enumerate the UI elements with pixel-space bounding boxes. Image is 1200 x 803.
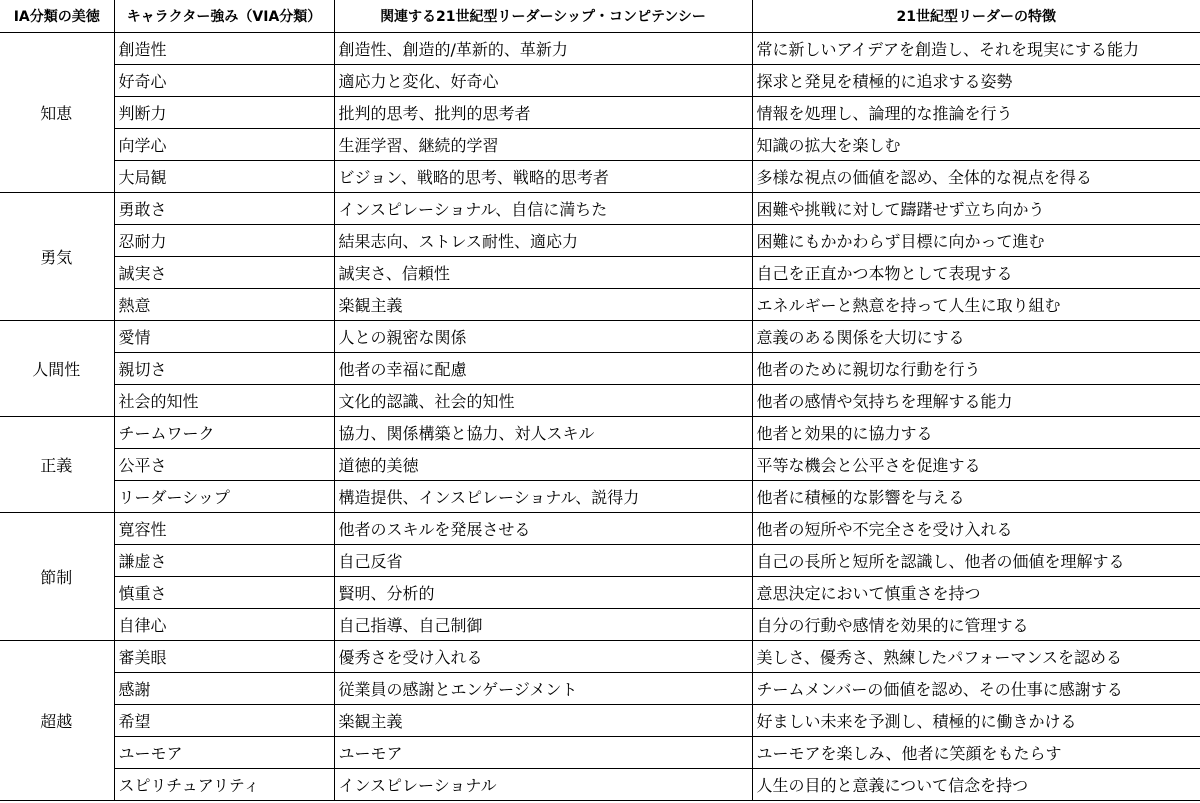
competency-cell: 協力、関係構築と協力、対人スキル bbox=[334, 417, 752, 449]
trait-cell: 意義のある関係を大切にする bbox=[752, 321, 1200, 353]
strength-cell: チームワーク bbox=[114, 417, 334, 449]
competency-cell: 結果志向、ストレス耐性、適応力 bbox=[334, 225, 752, 257]
strength-cell: 愛情 bbox=[114, 321, 334, 353]
trait-cell: エネルギーと熱意を持って人生に取り組む bbox=[752, 289, 1200, 321]
competency-cell: ビジョン、戦略的思考、戦略的思考者 bbox=[334, 161, 752, 193]
trait-cell: 他者の短所や不完全さを受け入れる bbox=[752, 513, 1200, 545]
table-row bbox=[0, 513, 1200, 545]
competency-cell: 従業員の感謝とエンゲージメント bbox=[334, 673, 752, 705]
competency-cell: 批判的思考、批判的思考者 bbox=[334, 97, 752, 129]
strength-cell: 審美眼 bbox=[114, 641, 334, 673]
table-row bbox=[0, 353, 1200, 385]
competency-cell: 楽観主義 bbox=[334, 289, 752, 321]
competency-cell: 優秀さを受け入れる bbox=[334, 641, 752, 673]
virtue-cell: 節制 bbox=[0, 513, 114, 641]
competency-cell: ユーモア bbox=[334, 737, 752, 769]
competency-cell: 他者のスキルを発展させる bbox=[334, 513, 752, 545]
trait-cell: 人生の目的と意義について信念を持つ bbox=[752, 769, 1200, 801]
virtue-cell: 人間性 bbox=[0, 321, 114, 417]
virtue-cell: 正義 bbox=[0, 417, 114, 513]
strength-cell: 好奇心 bbox=[114, 65, 334, 97]
table-body bbox=[0, 33, 1200, 801]
table-row bbox=[0, 673, 1200, 705]
virtue-cell: 超越 bbox=[0, 641, 114, 801]
header-virtue: IA分類の美徳 bbox=[0, 0, 114, 33]
table-row bbox=[0, 65, 1200, 97]
competency-cell: 楽観主義 bbox=[334, 705, 752, 737]
strength-cell: 大局観 bbox=[114, 161, 334, 193]
trait-cell: 困難や挑戦に対して躊躇せず立ち向かう bbox=[752, 193, 1200, 225]
header-trait: 21世紀型リーダーの特徴 bbox=[752, 0, 1200, 33]
competency-cell: 文化的認識、社会的知性 bbox=[334, 385, 752, 417]
trait-cell: チームメンバーの価値を認め、その仕事に感謝する bbox=[752, 673, 1200, 705]
competency-cell: 他者の幸福に配慮 bbox=[334, 353, 752, 385]
trait-cell: 探求と発見を積極的に追求する姿勢 bbox=[752, 65, 1200, 97]
competency-cell: 適応力と変化、好奇心 bbox=[334, 65, 752, 97]
strength-cell: 公平さ bbox=[114, 449, 334, 481]
trait-cell: 平等な機会と公平さを促進する bbox=[752, 449, 1200, 481]
strength-cell: 自律心 bbox=[114, 609, 334, 641]
trait-cell: 困難にもかかわらず目標に向かって進む bbox=[752, 225, 1200, 257]
trait-cell: 他者の感情や気持ちを理解する能力 bbox=[752, 385, 1200, 417]
table-row bbox=[0, 33, 1200, 65]
trait-cell: 常に新しいアイデアを創造し、それを現実にする能力 bbox=[752, 33, 1200, 65]
competency-cell: インスピレーショナル bbox=[334, 769, 752, 801]
trait-cell: ユーモアを楽しみ、他者に笑顔をもたらす bbox=[752, 737, 1200, 769]
trait-cell: 自己の長所と短所を認識し、他者の価値を理解する bbox=[752, 545, 1200, 577]
strength-cell: 熱意 bbox=[114, 289, 334, 321]
strength-cell: 親切さ bbox=[114, 353, 334, 385]
trait-cell: 知識の拡大を楽しむ bbox=[752, 129, 1200, 161]
table-row bbox=[0, 129, 1200, 161]
competency-cell: 生涯学習、継続的学習 bbox=[334, 129, 752, 161]
virtue-cell: 知恵 bbox=[0, 33, 114, 193]
trait-cell: 多様な視点の価値を認め、全体的な視点を得る bbox=[752, 161, 1200, 193]
virtue-cell: 勇気 bbox=[0, 193, 114, 321]
table-row bbox=[0, 641, 1200, 673]
competency-cell: 構造提供、インスピレーショナル、説得力 bbox=[334, 481, 752, 513]
table-row bbox=[0, 545, 1200, 577]
strength-cell: 勇敢さ bbox=[114, 193, 334, 225]
trait-cell: 意思決定において慎重さを持つ bbox=[752, 577, 1200, 609]
table-row bbox=[0, 385, 1200, 417]
trait-cell: 他者と効果的に協力する bbox=[752, 417, 1200, 449]
trait-cell: 好ましい未来を予測し、積極的に働きかける bbox=[752, 705, 1200, 737]
trait-cell: 他者に積極的な影響を与える bbox=[752, 481, 1200, 513]
table-row bbox=[0, 705, 1200, 737]
table-row bbox=[0, 417, 1200, 449]
table-row bbox=[0, 161, 1200, 193]
trait-cell: 他者のために親切な行動を行う bbox=[752, 353, 1200, 385]
competency-cell: 創造性、創造的/革新的、革新力 bbox=[334, 33, 752, 65]
competency-cell: 自己指導、自己制御 bbox=[334, 609, 752, 641]
table-row bbox=[0, 609, 1200, 641]
strength-cell: リーダーシップ bbox=[114, 481, 334, 513]
table-row bbox=[0, 577, 1200, 609]
competency-cell: 賢明、分析的 bbox=[334, 577, 752, 609]
competency-cell: 誠実さ、信頼性 bbox=[334, 257, 752, 289]
table-row bbox=[0, 321, 1200, 353]
table-row bbox=[0, 289, 1200, 321]
strength-cell: 寛容性 bbox=[114, 513, 334, 545]
table-row bbox=[0, 257, 1200, 289]
table-header bbox=[0, 0, 1200, 33]
table-row bbox=[0, 737, 1200, 769]
competency-cell: 道徳的美徳 bbox=[334, 449, 752, 481]
table-row bbox=[0, 769, 1200, 801]
strength-cell: 判断力 bbox=[114, 97, 334, 129]
strength-cell: 向学心 bbox=[114, 129, 334, 161]
strength-cell: 感謝 bbox=[114, 673, 334, 705]
table-row bbox=[0, 449, 1200, 481]
strength-cell: 社会的知性 bbox=[114, 385, 334, 417]
strength-cell: ユーモア bbox=[114, 737, 334, 769]
table-row bbox=[0, 481, 1200, 513]
strength-cell: 希望 bbox=[114, 705, 334, 737]
strength-cell: 慎重さ bbox=[114, 577, 334, 609]
table-row bbox=[0, 97, 1200, 129]
trait-cell: 美しさ、優秀さ、熟練したパフォーマンスを認める bbox=[752, 641, 1200, 673]
header-row bbox=[0, 0, 1200, 33]
table-row bbox=[0, 225, 1200, 257]
strength-cell: スピリチュアリティ bbox=[114, 769, 334, 801]
strength-cell: 忍耐力 bbox=[114, 225, 334, 257]
header-competency: 関連する21世紀型リーダーシップ・コンピテンシー bbox=[334, 0, 752, 33]
competency-cell: 人との親密な関係 bbox=[334, 321, 752, 353]
trait-cell: 自分の行動や感情を効果的に管理する bbox=[752, 609, 1200, 641]
trait-cell: 自己を正直かつ本物として表現する bbox=[752, 257, 1200, 289]
header-strength: キャラクター強み（VIA分類） bbox=[114, 0, 334, 33]
strength-cell: 謙虚さ bbox=[114, 545, 334, 577]
strength-cell: 誠実さ bbox=[114, 257, 334, 289]
competency-cell: インスピレーショナル、自信に満ちた bbox=[334, 193, 752, 225]
table-row bbox=[0, 193, 1200, 225]
strength-cell: 創造性 bbox=[114, 33, 334, 65]
trait-cell: 情報を処理し、論理的な推論を行う bbox=[752, 97, 1200, 129]
competency-cell: 自己反省 bbox=[334, 545, 752, 577]
